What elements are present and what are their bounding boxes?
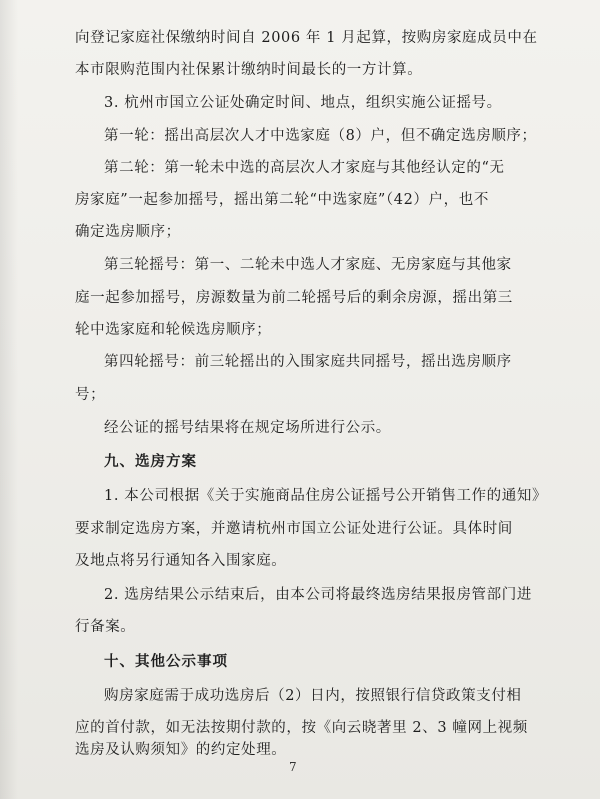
text-line: 第三轮摇号：第一、二轮未中选人才家庭、无房家庭与其他家 xyxy=(104,257,512,273)
text-line: 购房家庭需于成功选房后（2）日内，按照银行信贷政策支付相 xyxy=(104,688,522,704)
text-line: 号； xyxy=(75,387,106,403)
text-line: 确定选房顺序； xyxy=(75,224,181,240)
section-heading-10: 十、其他公示事项 xyxy=(104,654,228,670)
text-line: 本市限购范围内社保累计缴纳时间最长的一方计算。 xyxy=(75,62,423,78)
text-line: 2. 选房结果公示结束后，由本公司将最终选房结果报房管部门进 xyxy=(104,587,532,603)
text-line: 应的首付款，如无法按期付款的，按《向云晓著里 2、3 幢网上视频 xyxy=(75,720,528,736)
text-line: 选房及认购须知》的约定处理。 xyxy=(75,742,287,758)
text-line: 3. 杭州市国立公证处确定时间、地点，组织实施公证摇号。 xyxy=(104,95,502,111)
text-line: 及地点将另行通知各入围家庭。 xyxy=(75,553,287,569)
page-number: 7 xyxy=(289,760,298,774)
page-shadow xyxy=(0,0,18,799)
text-line: 1. 本公司根据《关于实施商品住房公证摇号公开销售工作的通知》 xyxy=(104,488,548,504)
text-line: 行备案。 xyxy=(75,619,136,635)
text-line: 第一轮：摇出高层次人才中选家庭（8）户，但不确定选房顺序； xyxy=(104,128,537,144)
text-line: 轮中选家庭和轮候选房顺序； xyxy=(75,322,272,338)
text-line: 庭一起参加摇号，房源数量为前二轮摇号后的剩余房源，摇出第三 xyxy=(75,290,513,306)
text-line: 要求制定选房方案，并邀请杭州市国立公证处进行公证。具体时间 xyxy=(75,521,513,537)
text-line: 第二轮：第一轮未中选的高层次人才家庭与其他经认定的“无 xyxy=(104,160,505,176)
text-line: 向登记家庭社保缴纳时间自 2006 年 1 月起算，按购房家庭成员中在 xyxy=(75,30,538,46)
text-line: 第四轮摇号：前三轮摇出的入围家庭共同摇号，摇出选房顺序 xyxy=(104,354,512,370)
text-line: 经公证的摇号结果将在规定场所进行公示。 xyxy=(104,420,391,436)
text-line: 房家庭”一起参加摇号，摇出第二轮“中选家庭”（42）户，也不 xyxy=(75,192,489,208)
section-heading-9: 九、选房方案 xyxy=(104,454,197,470)
